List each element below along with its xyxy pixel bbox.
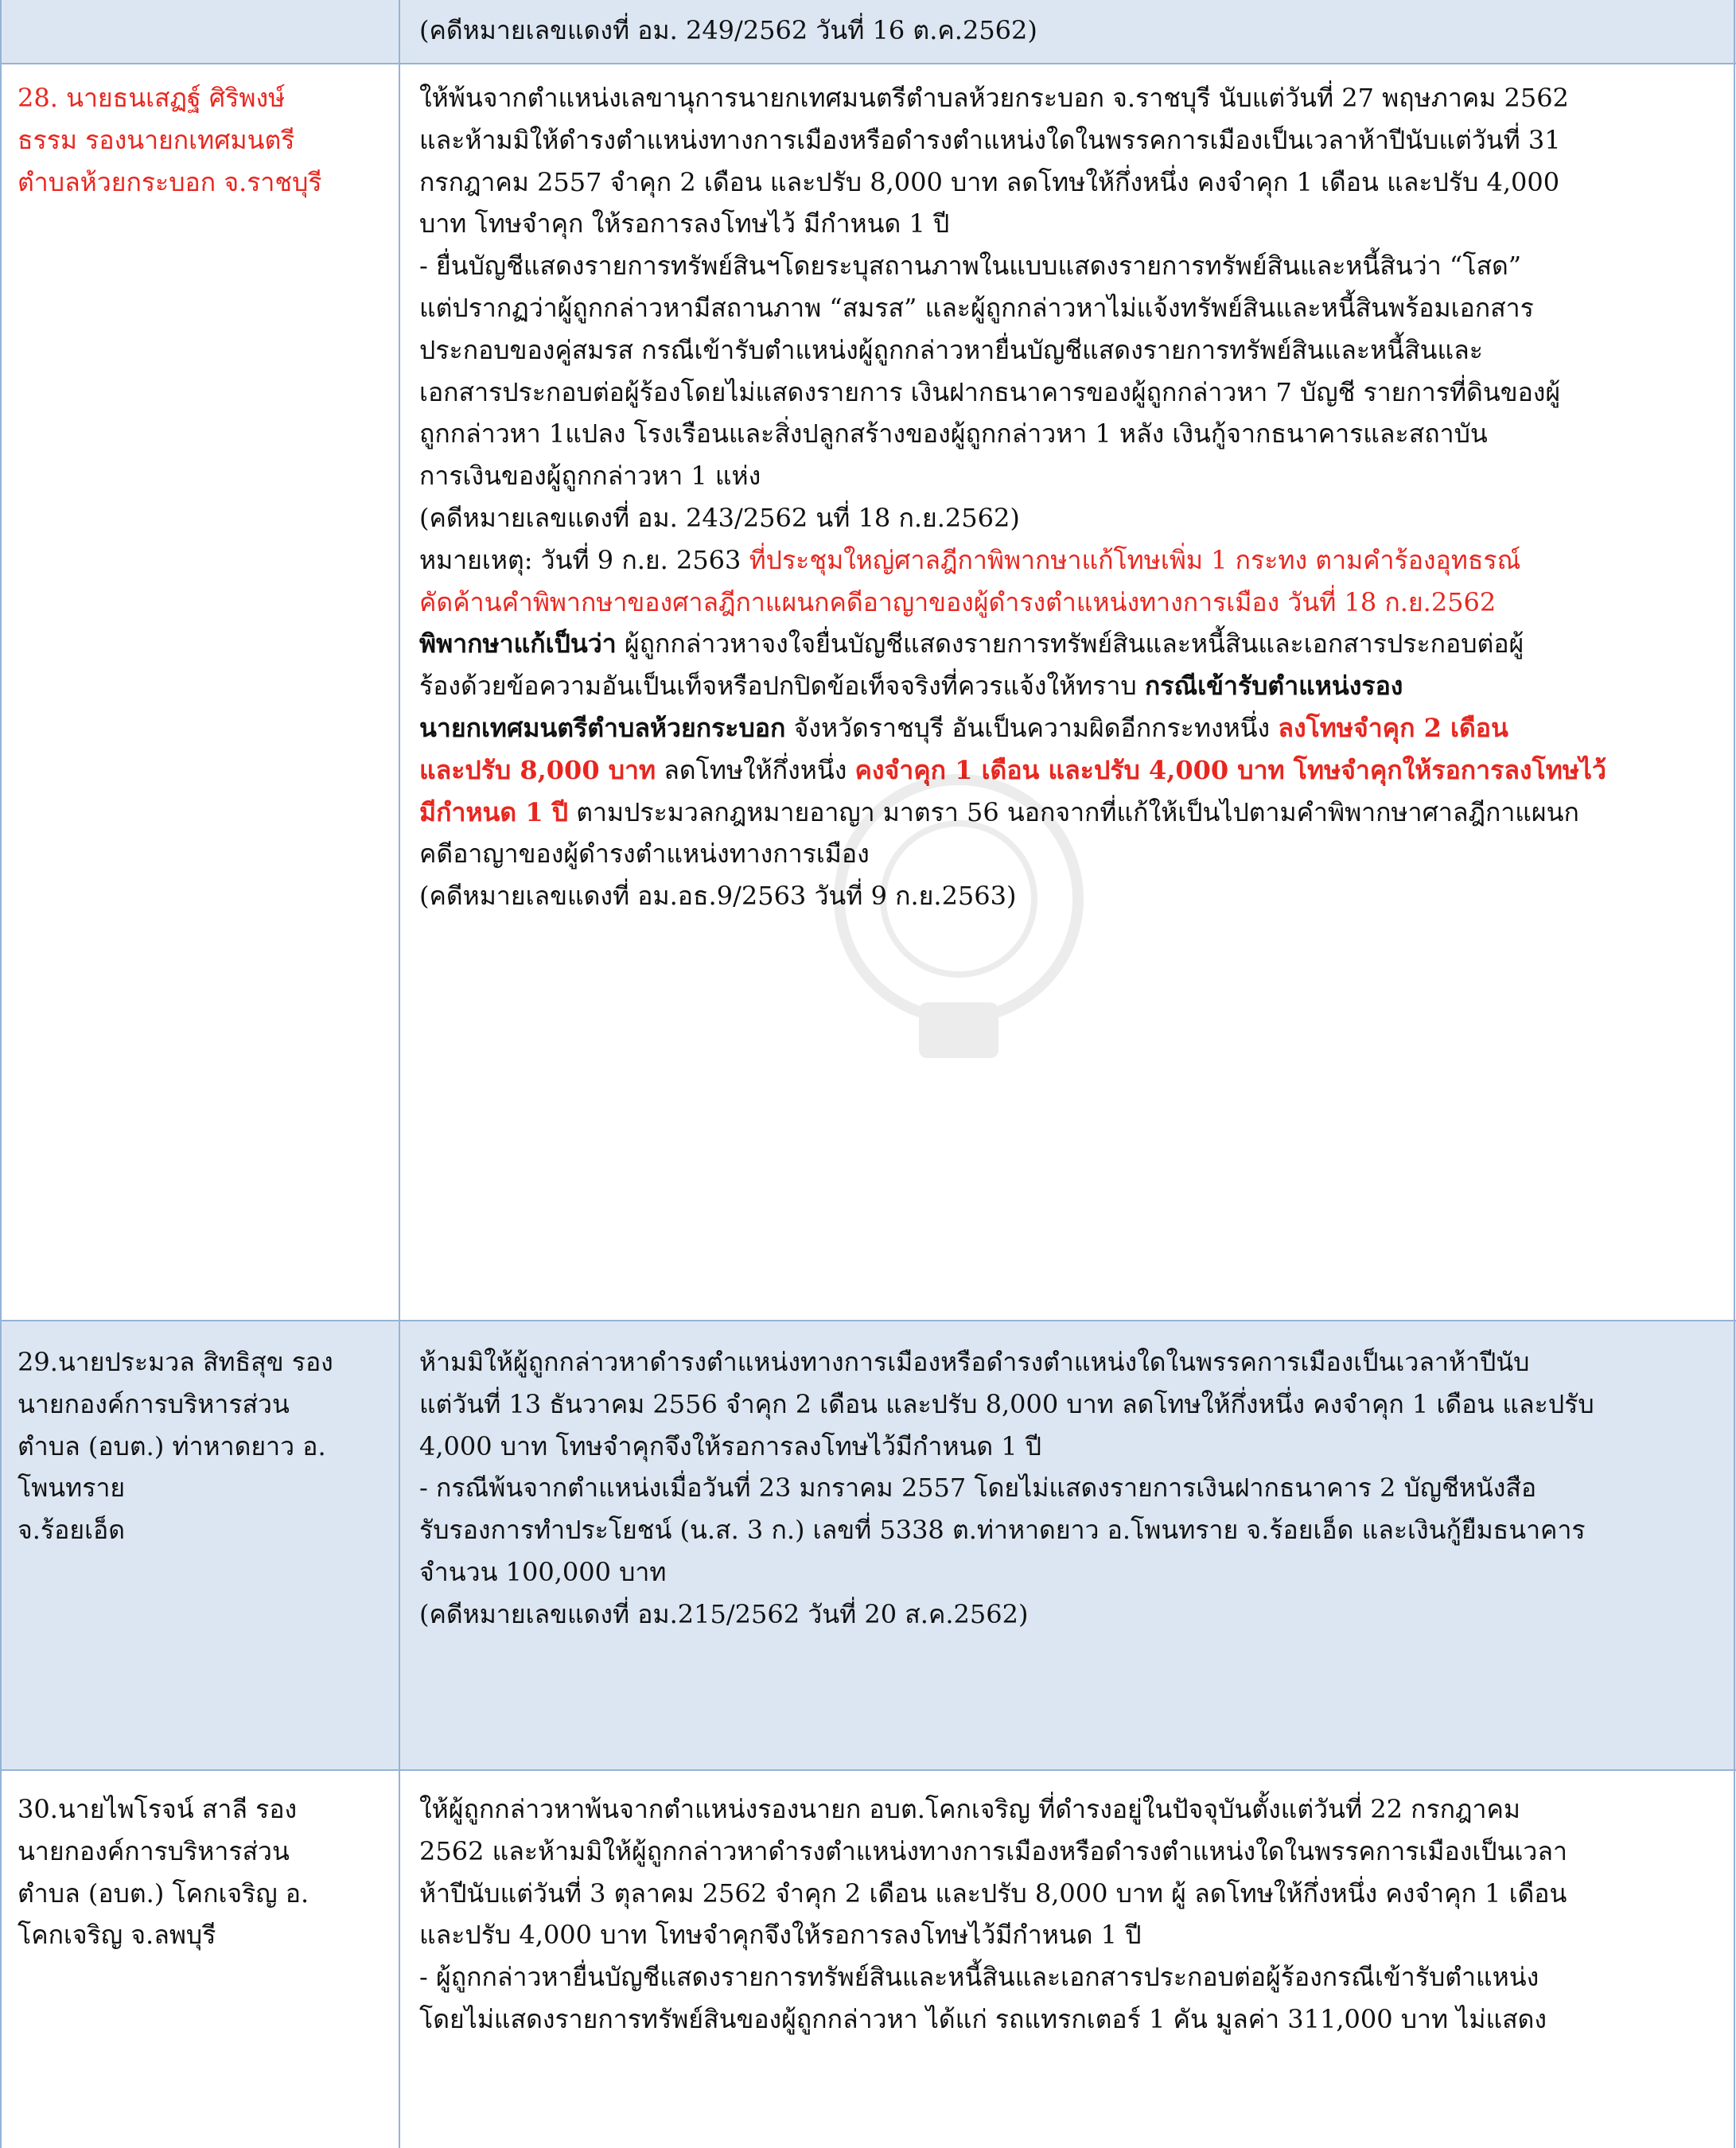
verdict-line [419, 166, 1559, 198]
verdict-line [419, 712, 1508, 744]
verdict-text: 4,000 บาท โทษจำคุกจึงให้รอการลงโทษไว้มีกำหนด 1 ปี [419, 1430, 1042, 1461]
highlighted-text: และปรับ 8,000 บาท [419, 754, 656, 785]
verdict-line [419, 292, 1534, 324]
defendant-name-line: จ.ร้อยเอ็ด [18, 1515, 126, 1546]
row-border [0, 1769, 1736, 1771]
verdict-text: ให้ผู้ถูกกล่าวหาพ้นจากตำแหน่งรองนายก อบต.โคกเจริญ ที่ดำรงอยู่ในปัจจุบันตั้งแต่วันที่ 22 กรกฎาคม [419, 1794, 1520, 1824]
defendant-name-line: ตำบล (อบต.) ท่าหาดยาว อ. [18, 1430, 326, 1461]
case-citation: (คดีหมายเลขแดงที่ อม. 249/2562 วันที่ 16 ต.ค.2562) [419, 15, 1037, 45]
verdict-line [419, 1598, 1028, 1630]
verdict-text: และห้ามมิให้ดำรงตำแหน่งทางการเมืองหรือดำรงตำแหน่งใดในพรรคการเมืองเป็นเวลาห้าปีนับแต่วันที่ 31 [419, 124, 1561, 155]
verdict-line [419, 1835, 1567, 1867]
verdict-text: ตามประมวลกฎหมายอาญา มาตรา 56 นอกจากที่แก้ให้เป็นไปตามคำพิพากษาศาลฎีกาแผนก [568, 796, 1579, 827]
defendant-name-line: 29.นายประมวล สิทธิสุข รอง [18, 1347, 333, 1377]
verdict-text: หมายเหตุ: วันที่ 9 ก.ย. 2563 [419, 544, 749, 575]
defendant-name-line: นายกองค์การบริหารส่วน [18, 1835, 290, 1866]
verdict-line [419, 1388, 1594, 1420]
defendant-name-line: ตำบลห้วยกระบอก จ.ราชบุรี [18, 166, 322, 197]
row-border [0, 63, 1736, 64]
verdict-text: คดีอาญาของผู้ดำรงตำแหน่งทางการเมือง [419, 839, 870, 870]
highlighted-text: คัดค้านคำพิพากษาของศาลฎีกาแผนกคดีอาญาของผู้ดำรงตำแหน่งทางการเมือง วันที่ 18 ก.ย.2562 [419, 586, 1497, 617]
table-row [0, 1321, 1736, 1770]
verdict-line [419, 334, 1483, 366]
verdict-text: แต่วันที่ 13 ธันวาคม 2556 จำคุก 2 เดือน และปรับ 8,000 บาท ลดโทษให้กึ่งหนึ่ง คงจำคุก 1 เดือน และปรับ [419, 1388, 1594, 1419]
verdict-text: การเงินของผู้ถูกกล่าวหา 1 แห่ง [419, 461, 761, 492]
verdict-text: ลดโทษให้กึ่งหนึ่ง [656, 754, 855, 785]
verdict-line [419, 1514, 1586, 1546]
verdict-line [419, 1346, 1529, 1378]
watermark-emblem [800, 764, 1118, 1082]
verdict-text: กรณีเข้ารับตำแหน่งรอง [1144, 671, 1403, 702]
verdict-line [419, 1472, 1536, 1504]
verdict-text: รับรองการทำประโยชน์ (น.ส. 3 ก.) เลขที่ 5338 ต.ท่าหาดยาว อ.โพนทราย จ.ร้อยเอ็ด และเงินกู้ยืมธนาคาร [419, 1515, 1586, 1546]
defendant-name-line: นายกองค์การบริหารส่วน [18, 1388, 290, 1419]
verdict-text: 2562 และห้ามมิให้ผู้ถูกกล่าวหาดำรงตำแหน่งทางการเมืองหรือดำรงตำแหน่งใดในพรรคการเมืองเป็นเวลา [419, 1835, 1567, 1866]
verdict-text: - ยื่นบัญชีแสดงรายการทรัพย์สินฯโดยระบุสถานภาพในแบบแสดงรายการทรัพย์สินและหนี้สินว่า “โสด” [419, 251, 1522, 282]
highlighted-text: ที่ประชุมใหญ่ศาลฎีกาพิพากษาแก้โทษเพิ่ม 1 กระทง ตามคำร้องอุทธรณ์ [749, 544, 1521, 575]
verdict-text: ถูกกล่าวหา 1แปลง โรงเรือนและสิ่งปลูกสร้างของผู้ถูกกล่าวหา 1 หลัง เงินกู้จากธนาคารและสถาบัน [419, 418, 1488, 449]
verdict-text: จำนวน 100,000 บาท [419, 1557, 667, 1587]
verdict-line [419, 1878, 1567, 1909]
verdict-text: แต่ปรากฏว่าผู้ถูกกล่าวหามีสถานภาพ “สมรส” และผู้ถูกกล่าวหาไม่แจ้งทรัพย์สินและหนี้สินพร้อมเอกสาร [419, 293, 1534, 323]
verdict-text: จังหวัดราชบุรี อันเป็นความผิดอีกกระทงหนึ่ง [785, 713, 1279, 743]
column-border [0, 0, 2, 2148]
verdict-text: - ผู้ถูกกล่าวหายื่นบัญชีแสดงรายการทรัพย์สินและหนี้สินและเอกสารประกอบต่อผู้ร้องกรณีเข้ารับตำแหน่ง [419, 1962, 1539, 1993]
verdict-line [419, 1919, 1142, 1951]
verdict-line [419, 208, 949, 239]
verdict-line [419, 376, 1560, 408]
table-row [0, 64, 1736, 1321]
continuation-row [0, 0, 1736, 64]
verdict-text: ให้พ้นจากตำแหน่งเลขานุการนายกเทศมนตรีตำบลห้วยกระบอก จ.ราชบุรี นับแต่วันที่ 27 พฤษภาคม 2562 [419, 83, 1569, 113]
verdict-line [419, 1556, 666, 1588]
defendant-name-line: โคกเจริญ จ.ลพบุรี [18, 1920, 216, 1951]
verdict-line [419, 502, 1020, 534]
verdict-text: เอกสารประกอบต่อผู้ร้องโดยไม่แสดงรายการ เงินฝากธนาคารของผู้ถูกกล่าวหา 7 บัญชี รายการที่ดินของผู้ [419, 376, 1561, 407]
verdict-text: ห้ามมิให้ผู้ถูกกล่าวหาดำรงตำแหน่งทางการเมืองหรือดำรงตำแหน่งใดในพรรคการเมืองเป็นเวลาห้าปีนับ [419, 1347, 1530, 1377]
verdict-line [419, 418, 1488, 449]
highlighted-text: มีกำหนด 1 ปี [419, 796, 569, 827]
defendant-name-line: โพนทราย [18, 1473, 126, 1504]
verdict-line [419, 2003, 1547, 2035]
table-row [0, 1770, 1736, 2148]
verdict-text: นายกเทศมนตรีตำบลห้วยกระบอก [419, 713, 786, 743]
defendant-name-line: 30.นายไพโรจน์ สาลี รอง [18, 1794, 298, 1824]
verdict-line [419, 460, 761, 492]
verdict-text: (คดีหมายเลขแดงที่ อม.อธ.9/2563 วันที่ 9 ก.ย.2563) [419, 881, 1017, 912]
verdict-line [419, 670, 1403, 702]
verdict-line [419, 124, 1561, 156]
verdict-line [419, 82, 1569, 114]
highlighted-text: ลงโทษจำคุก 2 เดือน [1278, 713, 1508, 743]
verdict-text: ผู้ถูกกล่าวหาจงใจยื่นบัญชีแสดงรายการทรัพย์สินและหนี้สินและเอกสารประกอบต่อผู้ [616, 628, 1524, 660]
verdict-text: - กรณีพ้นจากตำแหน่งเมื่อวันที่ 23 มกราคม 2557 โดยไม่แสดงรายการเงินฝากธนาคาร 2 บัญชีหนังสือ [419, 1473, 1537, 1504]
verdict-line [419, 544, 1520, 576]
verdict-text: และปรับ 4,000 บาท โทษจำคุกจึงให้รอการลงโทษไว้มีกำหนด 1 ปี [419, 1920, 1142, 1951]
verdict-text: (คดีหมายเลขแดงที่ อม.215/2562 วันที่ 20 ส.ค.2562) [419, 1598, 1029, 1629]
verdict-text: พิพากษาแก้เป็นว่า [419, 628, 617, 660]
row-border [0, 1320, 1736, 1321]
verdict-text: โดยไม่แสดงรายการทรัพย์สินของผู้ถูกกล่าวหา ได้แก่ รถแทรกเตอร์ 1 คัน มูลค่า 311,000 บาท ไม่แสดง [419, 2004, 1547, 2034]
column-border [399, 0, 400, 2148]
verdict-line [419, 1793, 1520, 1825]
verdict-line [419, 628, 1524, 660]
verdict-text: กรกฎาคม 2557 จำคุก 2 เดือน และปรับ 8,000 บาท ลดโทษให้กึ่งหนึ่ง คงจำคุก 1 เดือน และปรับ 4,000 [419, 166, 1560, 197]
defendant-name-line: 28. นายธนเสฏฐ์ ศิริพงษ์ [18, 83, 286, 113]
highlighted-text: คงจำคุก 1 เดือน และปรับ 4,000 บาท โทษจำคุกให้รอการลงโทษไว้ [854, 754, 1606, 785]
verdict-text: (คดีหมายเลขแดงที่ อม. 243/2562 นที่ 18 ก.ย.2562) [419, 503, 1020, 533]
verdict-text: ห้าปีนับแต่วันที่ 3 ตุลาคม 2562 จำคุก 2 เดือน และปรับ 8,000 บาท ผู้ ลดโทษให้กึ่งหนึ่ง คงจำคุก 1 เดือน [419, 1878, 1567, 1909]
verdict-text: ประกอบของคู่สมรส กรณีเข้ารับตำแหน่งผู้ถูกกล่าวหายื่นบัญชีแสดงรายการทรัพย์สินและหนี้สินและ [419, 334, 1483, 365]
verdict-line [419, 1961, 1539, 1993]
column-border [1734, 0, 1735, 2148]
verdict-text: ร้องด้วยข้อความอันเป็นเท็จหรือปกปิดข้อเท็จจริงที่ควรแจ้งให้ทราบ [419, 671, 1145, 702]
verdict-line [419, 250, 1521, 282]
verdict-line [419, 586, 1496, 618]
defendant-name-line: ตำบล (อบต.) โคกเจริญ อ. [18, 1878, 309, 1909]
verdict-text: บาท โทษจำคุก ให้รอการลงโทษไว้ มีกำหนด 1 ปี [419, 208, 950, 239]
defendant-name-line: ธรรม รองนายกเทศมนตรี [18, 124, 295, 155]
verdict-line [419, 1430, 1041, 1462]
